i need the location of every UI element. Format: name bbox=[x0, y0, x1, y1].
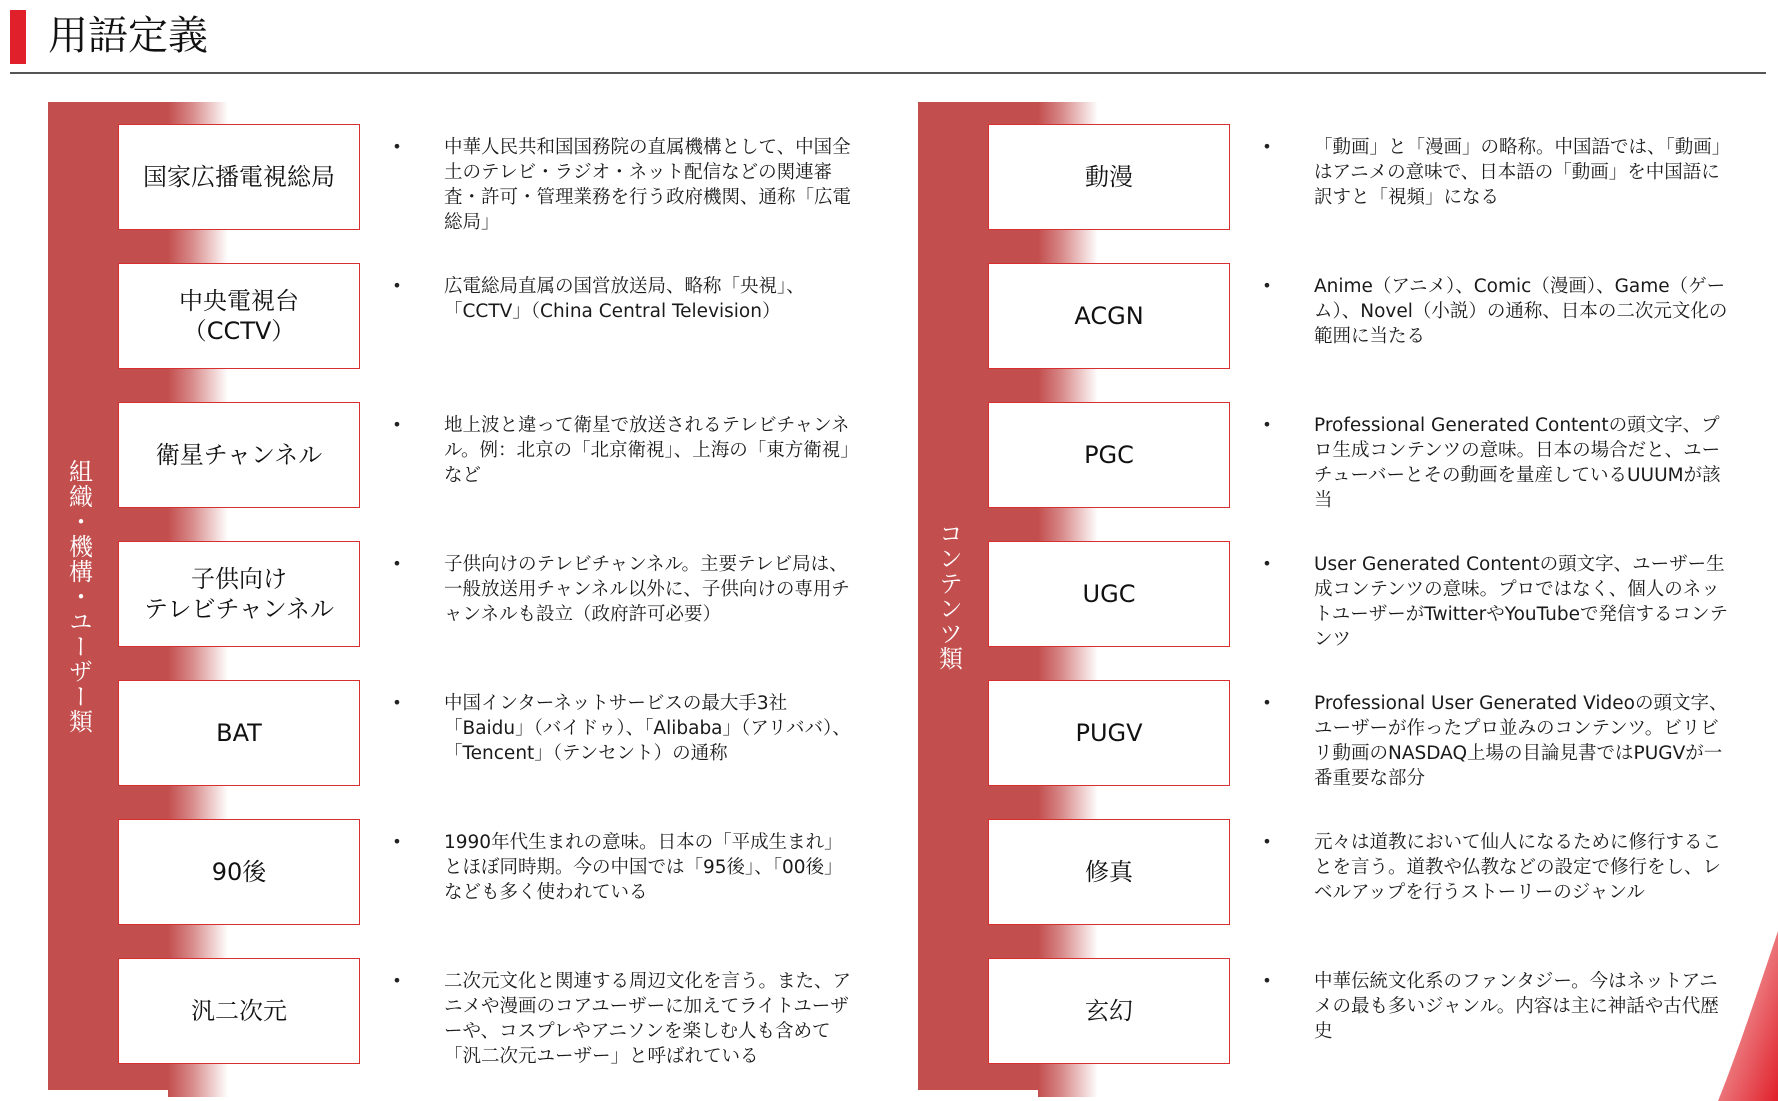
term-box: BAT bbox=[118, 680, 360, 786]
term-description: 二次元文化と関連する周辺文化を言う。また、アニメや漫画のコアユーザーに加えてライトユーザーや、コスプレやアニソンを楽しむ人も含めて「汎二次元ユーザー」と呼ばれている bbox=[444, 971, 852, 1067]
term-box: 子供向け テレビチャンネル bbox=[118, 541, 360, 647]
row-separator bbox=[1038, 230, 1098, 263]
bullet-marker: • bbox=[392, 415, 402, 434]
bullet-marker: • bbox=[1262, 276, 1272, 295]
bullet-marker: • bbox=[1262, 137, 1272, 156]
bullet-marker: • bbox=[1262, 832, 1272, 851]
term-description: Anime（アニメ）、Comic（漫画）、Game（ゲーム）、Novel（小説）の通称、日本の二次元文化の範囲に当たる bbox=[1314, 276, 1728, 347]
term-description: 地上波と違って衛星で放送されるテレビチャンネル。例：北京の「北京衛視」、上海の「東方衛視」など bbox=[444, 415, 850, 486]
term-box: PUGV bbox=[988, 680, 1230, 786]
row-separator bbox=[168, 369, 228, 402]
term-description: 「動画」と「漫画」の略称。中国語では、「動画」はアニメの意味で、日本語の「動画」を中国語に訳すと「視頻」になる bbox=[1314, 137, 1722, 208]
row-separator bbox=[1038, 1064, 1098, 1097]
bullet-marker: • bbox=[392, 971, 402, 990]
bullet-marker: • bbox=[392, 554, 402, 573]
row-separator bbox=[1038, 102, 1098, 124]
category-label: コンテンツ類 bbox=[934, 521, 963, 671]
term-box: 修真 bbox=[988, 819, 1230, 925]
term-description: Professional Generated Contentの頭文字、プロ生成コンテンツの意味。日本の場合だと、ユーチューバーとその動画を量産しているUUUMが該当 bbox=[1314, 415, 1721, 511]
term-description: 元々は道教において仙人になるために修行することを言う。道教や仏教などの設定で修行をし、レベルアップを行うストーリーのジャンル bbox=[1314, 832, 1722, 903]
row-separator bbox=[168, 786, 228, 819]
bullet-marker: • bbox=[1262, 693, 1272, 712]
term-box: PGC bbox=[988, 402, 1230, 508]
section-organizations bbox=[48, 102, 908, 1090]
term-description: 1990年代生まれの意味。日本の「平成生まれ」とほぼ同時期。今の中国では「95後」、「00後」なども多く使われている bbox=[444, 832, 843, 903]
title-accent-bar bbox=[10, 10, 26, 64]
term-description: 中華人民共和国国務院の直属機構として、中国全土のテレビ・ラジオ・ネット配信などの関連審査・許可・管理業務を行う政府機関、通称「広電総局」 bbox=[444, 137, 852, 233]
bullet-marker: • bbox=[1262, 415, 1272, 434]
term-box: 動漫 bbox=[988, 124, 1230, 230]
bullet-marker: • bbox=[1262, 554, 1272, 573]
row-separator bbox=[168, 647, 228, 680]
bullet-marker: • bbox=[392, 276, 402, 295]
term-box: UGC bbox=[988, 541, 1230, 647]
term-box: 玄幻 bbox=[988, 958, 1230, 1064]
term-box: 衛星チャンネル bbox=[118, 402, 360, 508]
term-box: 中央電視台 （CCTV） bbox=[118, 263, 360, 369]
term-description: 中華伝統文化系のファンタジー。今はネットアニメの最も多いジャンル。内容は主に神話や古代歴史 bbox=[1314, 971, 1719, 1042]
title-divider bbox=[10, 72, 1766, 74]
term-description: User Generated Contentの頭文字、ユーザー生成コンテンツの意味。プロではなく、個人のネットユーザーがTwitterやYouTubeで発信するコンテンツ bbox=[1314, 554, 1728, 650]
bullet-marker: • bbox=[392, 137, 402, 156]
row-separator bbox=[168, 102, 228, 124]
page-title: 用語定義 bbox=[48, 13, 208, 59]
term-box: 国家広播電視総局 bbox=[118, 124, 360, 230]
row-separator bbox=[168, 508, 228, 541]
term-description: 子供向けのテレビチャンネル。主要テレビ局は、一般放送用チャンネル以外に、子供向けの専用チャンネルも設立（政府許可必要） bbox=[444, 554, 850, 625]
category-label: 組織・機構・ユーザー類 bbox=[64, 458, 93, 734]
term-box: 90後 bbox=[118, 819, 360, 925]
term-box: 汎二次元 bbox=[118, 958, 360, 1064]
row-separator bbox=[1038, 647, 1098, 680]
row-separator bbox=[1038, 925, 1098, 958]
bullet-marker: • bbox=[392, 832, 402, 851]
term-box: ACGN bbox=[988, 263, 1230, 369]
bullet-marker: • bbox=[392, 693, 402, 712]
term-description: 広電総局直属の国営放送局、略称「央視」、「CCTV」（China Central Television） bbox=[444, 276, 805, 322]
section-contents bbox=[918, 102, 1778, 1090]
row-separator bbox=[168, 230, 228, 263]
corner-decoration bbox=[1718, 931, 1778, 1101]
term-description: Professional User Generated Videoの頭文字、ユーザーが作ったプロ並みのコンテンツ。ビリビリ動画のNASDAQ上場の目論見書ではPUGVが一番重要な部分 bbox=[1314, 693, 1728, 789]
row-separator bbox=[168, 1064, 228, 1097]
row-separator bbox=[1038, 369, 1098, 402]
term-description: 中国インターネットサービスの最大手3社「Baidu」（バイドゥ）、「Alibaba」（アリババ）、「Tencent」（テンセント）の通称 bbox=[444, 693, 851, 764]
row-separator bbox=[168, 925, 228, 958]
bullet-marker: • bbox=[1262, 971, 1272, 990]
row-separator bbox=[1038, 786, 1098, 819]
row-separator bbox=[1038, 508, 1098, 541]
